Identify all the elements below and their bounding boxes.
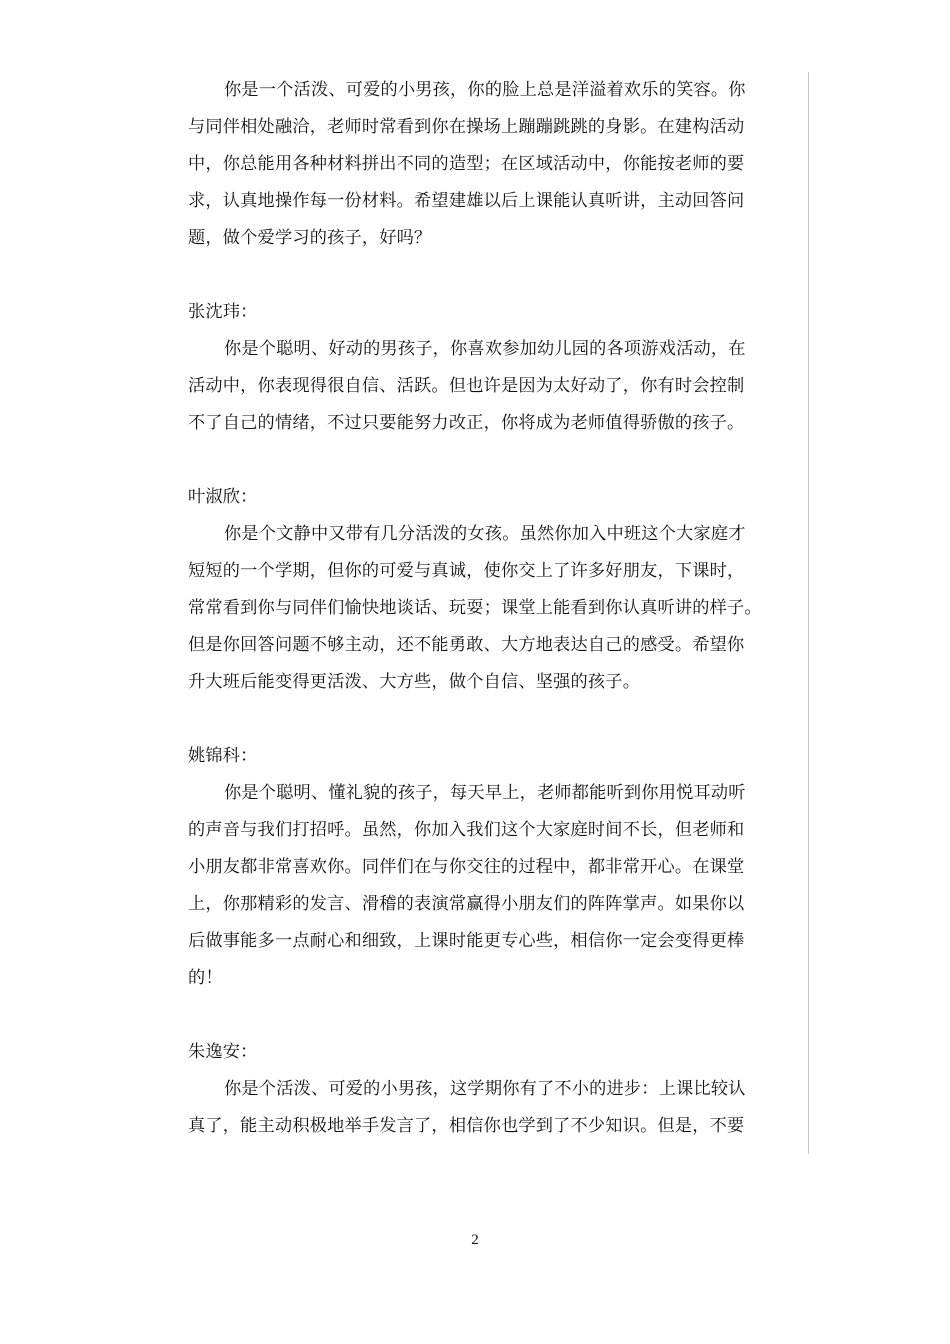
comment-line: 的声音与我们打招呼。虽然，你加入我们这个大家庭时间不长，但老师和 bbox=[188, 820, 745, 840]
comment-line: 你是个聪明、好动的男孩子，你喜欢参加幼儿园的各项游戏活动，在 bbox=[224, 339, 746, 359]
comment-line: 小朋友都非常喜欢你。同伴们在与你交往的过程中，都非常开心。在课堂 bbox=[188, 857, 745, 877]
student-name: 张沈玮： bbox=[188, 302, 258, 322]
comment-line: 不了自己的情绪，不过只要能努力改正，你将成为老师值得骄傲的孩子。 bbox=[188, 413, 745, 433]
student-name: 姚锦科： bbox=[188, 746, 258, 766]
comment-line: 你是个活泼、可爱的小男孩，这学期你有了不小的进步：上课比较认 bbox=[224, 1079, 746, 1099]
comment-line: 的！ bbox=[188, 968, 223, 988]
comment-line: 升大班后能变得更活泼、大方些，做个自信、坚强的孩子。 bbox=[188, 672, 641, 692]
comment-line: 你是一个活泼、可爱的小男孩，你的脸上总是洋溢着欢乐的笑容。你 bbox=[224, 80, 746, 100]
comment-line: 题，做个爱学习的孩子，好吗？ bbox=[188, 228, 432, 248]
comment-line: 你是个聪明、懂礼貌的孩子，每天早上，老师都能听到你用悦耳动听 bbox=[224, 783, 746, 803]
comment-line: 短短的一个学期，但你的可爱与真诚，使你交上了许多好朋友，下课时， bbox=[188, 561, 745, 581]
page-number: 2 bbox=[471, 1232, 479, 1248]
comment-line: 常常看到你与同伴们愉快地谈话、玩耍；课堂上能看到你认真听讲的样子。 bbox=[188, 598, 762, 618]
student-name: 叶淑欣： bbox=[188, 487, 258, 507]
comment-line: 求，认真地操作每一份材料。希望建雄以后上课能认真听讲，主动回答问 bbox=[188, 191, 745, 211]
comment-line: 上，你那精彩的发言、滑稽的表演常赢得小朋友们的阵阵掌声。如果你以 bbox=[188, 894, 745, 914]
comment-line: 中，你总能用各种材料拼出不同的造型；在区域活动中，你能按老师的要 bbox=[188, 154, 745, 174]
comment-line: 你是个文静中又带有几分活泼的女孩。虽然你加入中班这个大家庭才 bbox=[224, 524, 746, 544]
comment-line: 但是你回答问题不够主动，还不能勇敢、大方地表达自己的感受。希望你 bbox=[188, 635, 745, 655]
student-name: 朱逸安： bbox=[188, 1042, 258, 1062]
right-margin-rule bbox=[808, 72, 809, 1154]
comment-line: 真了，能主动积极地举手发言了，相信你也学到了不少知识。但是，不要 bbox=[188, 1116, 745, 1136]
comment-line: 活动中，你表现得很自信、活跃。但也许是因为太好动了，你有时会控制 bbox=[188, 376, 745, 396]
comment-line: 与同伴相处融洽，老师时常看到你在操场上蹦蹦跳跳的身影。在建构活动 bbox=[188, 117, 745, 137]
comment-line: 后做事能多一点耐心和细致，上课时能更专心些，相信你一定会变得更棒 bbox=[188, 931, 745, 951]
